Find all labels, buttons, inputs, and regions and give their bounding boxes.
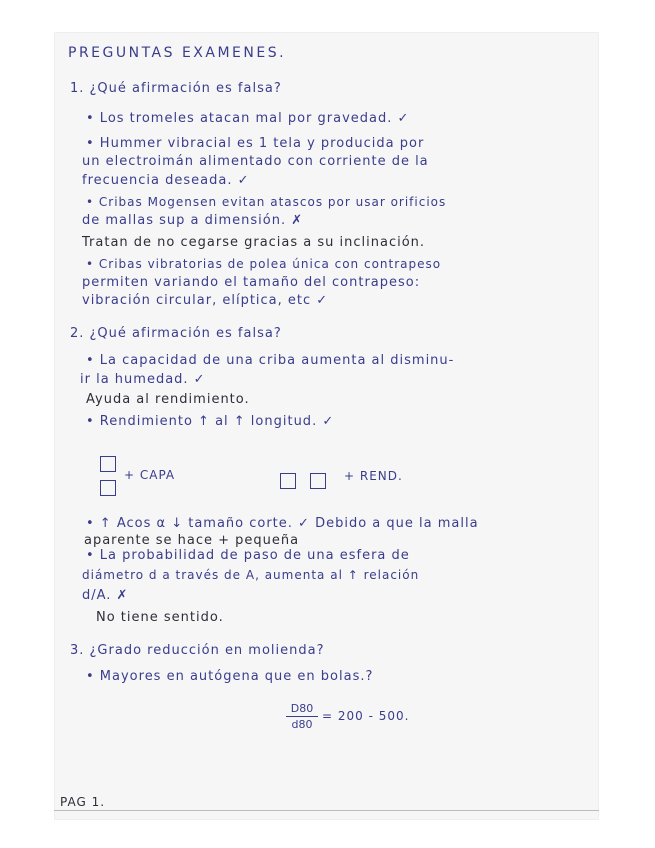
q2-answer-4-line-1: • La probabilidad de paso de una esfera de [86,548,410,563]
square-diagram-top [100,456,116,472]
q2-answer-1-line-1: • La capacidad de una criba aumenta al disminu- [86,353,455,368]
page-number: PAG 1. [60,795,106,809]
square-diagram-left [280,473,296,489]
q1-answer-2-line-1: • Hummer vibracial es 1 tela y producida por [86,136,425,151]
fraction-value: = 200 - 500. [322,709,410,723]
q1-answer-1: • Los tromeles atacan mal por gravedad. ✓ [86,111,410,126]
capa-label: + CAPA [124,468,176,482]
bottom-edge [54,810,599,811]
square-diagram-bottom [100,480,116,496]
q1-answer-2-line-2: un electroimán alimentado con corriente de la [82,154,429,169]
fraction [286,703,318,730]
q2-note-2: No tiene sentido. [96,610,224,625]
question-2: 2. ¿Qué afirmación es falsa? [70,326,282,341]
q3-answer-1: • Mayores en autógena que en bolas.? [86,669,374,684]
q2-answer-1-line-2: ir la humedad. ✓ [80,372,206,387]
page-title: PREGUNTAS EXAMENES. [68,45,287,61]
q2-answer-2: • Rendimiento ↑ al ↑ longitud. ✓ [86,414,335,429]
question-3: 3. ¿Grado reducción en molienda? [70,643,325,658]
q2-answer-3-line-2: aparente se hace + pequeña [84,533,300,548]
rend-label: + REND. [344,469,403,483]
q1-answer-2-line-3: frecuencia deseada. ✓ [82,173,250,188]
q1-answer-4-line-1: • Cribas vibratorias de polea única con contrapeso [86,257,442,271]
fraction-numerator: D80 [290,702,314,715]
q2-answer-4-line-3: d/A. ✗ [82,588,129,603]
q1-note: Tratan de no cegarse gracias a su inclinación. [82,235,426,250]
fraction-bar [286,716,318,717]
question-1: 1. ¿Qué afirmación es falsa? [70,81,282,96]
q2-answer-4-line-2: diámetro d a través de A, aumenta al ↑ relación [82,568,420,582]
square-diagram-right [310,473,326,489]
q2-note-1: Ayuda al rendimiento. [86,392,250,407]
fraction-denominator: d80 [291,718,313,731]
q1-answer-3-line-1: • Cribas Mogensen evitan atascos por usar orificios [86,195,447,209]
q1-answer-4-line-2: permiten variando el tamaño del contrapeso: [82,275,421,290]
q1-answer-3-line-2: de mallas sup a dimensión. ✗ [82,213,304,228]
q2-answer-3-line-1: • ↑ Acos α ↓ tamaño corte. ✓ Debido a que la malla [86,516,479,531]
q1-answer-4-line-3: vibración circular, elíptica, etc ✓ [82,293,329,308]
